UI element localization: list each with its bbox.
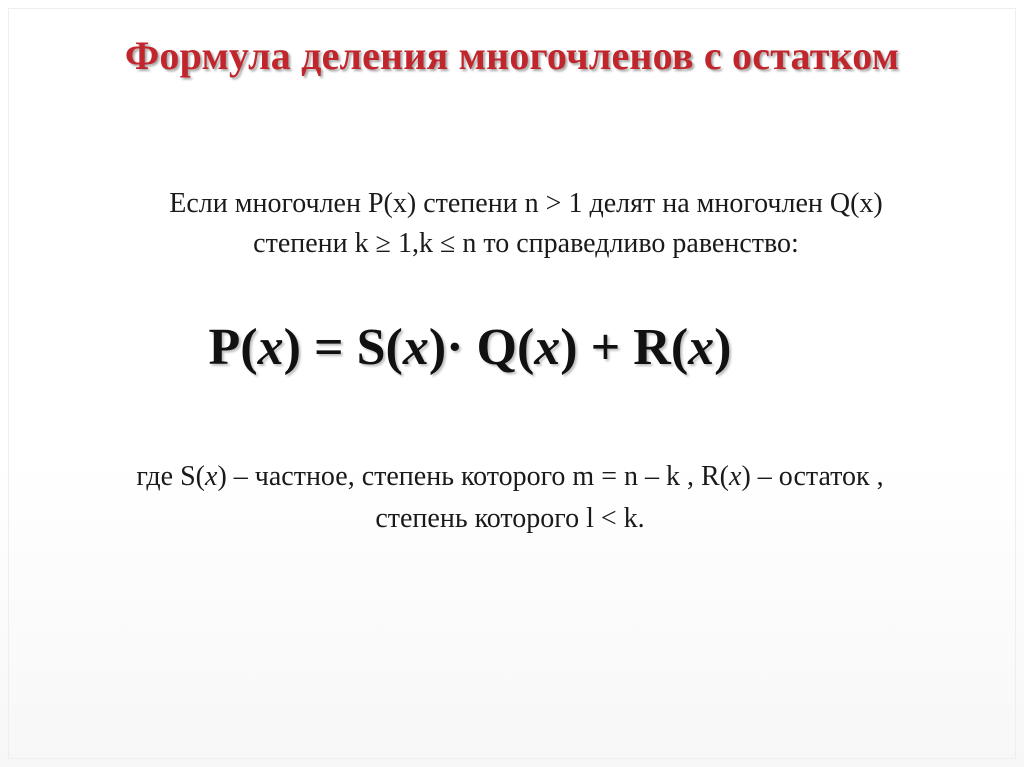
explanation-part-2: ) – остаток , <box>741 461 884 492</box>
formula-paren: ( <box>240 319 258 376</box>
division-formula <box>0 318 940 377</box>
formula-var: x <box>402 319 429 376</box>
formula-plus: + <box>577 319 634 376</box>
explanation-line-2: степень которого l < k. <box>375 503 645 534</box>
formula-paren: ( <box>385 319 403 376</box>
explanation-var: x <box>729 461 742 492</box>
slide-title: Формула деления многочленов с остатком <box>124 33 900 78</box>
formula-paren: ) <box>714 319 732 376</box>
formula-paren: ( <box>670 319 689 376</box>
formula-var: x <box>688 319 715 376</box>
formula-paren: ) <box>283 319 301 376</box>
formula-paren: ( <box>516 319 535 376</box>
explanation-line-1 <box>20 456 1000 498</box>
formula-p: P <box>208 319 241 376</box>
explanation-part-1: ) – частное, степень которого m = n – k , R( <box>217 461 729 492</box>
intro-line-2: степени k ≥ 1,k ≤ n то справедливо равенство: <box>253 228 799 259</box>
formula-s: S <box>356 319 386 376</box>
formula-dot: · <box>446 319 477 376</box>
intro-text <box>60 184 992 264</box>
slide-border <box>8 8 1016 759</box>
intro-line-1: Если многочлен P(x) степени n > 1 делят на многочлен Q(x) <box>169 188 883 219</box>
formula-equals: = <box>300 319 357 376</box>
formula-var: x <box>534 319 561 376</box>
formula-paren: ) <box>428 319 447 376</box>
formula-paren: ) <box>560 319 578 376</box>
explanation-text <box>20 456 1000 540</box>
formula-q: Q <box>476 319 517 376</box>
formula-r: R <box>633 319 671 376</box>
formula-var: x <box>257 319 284 376</box>
explanation-where: где S( <box>136 461 206 492</box>
explanation-var: x <box>205 461 218 492</box>
